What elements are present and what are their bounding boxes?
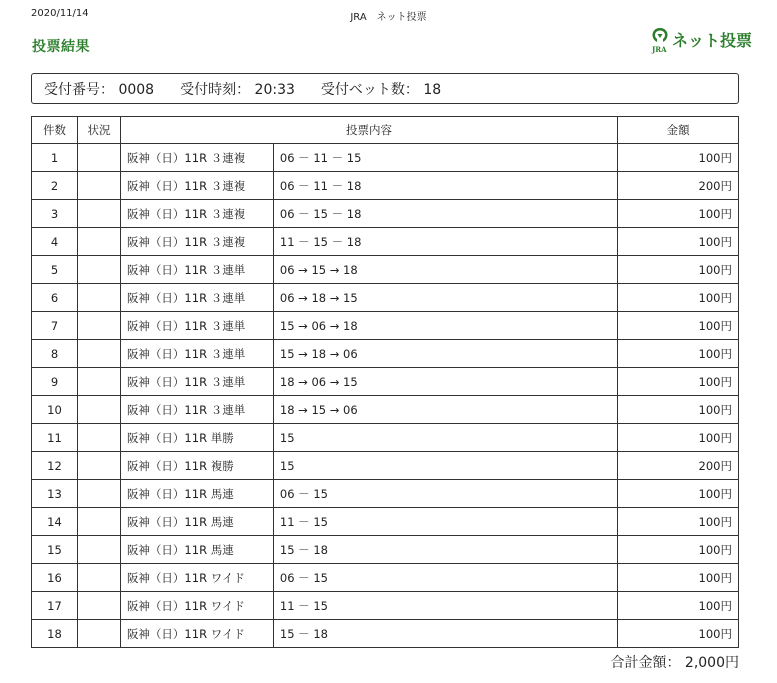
row-number: 15 bbox=[32, 536, 78, 564]
row-number: 8 bbox=[32, 340, 78, 368]
row-status bbox=[77, 144, 120, 172]
row-number: 17 bbox=[32, 592, 78, 620]
row-number: 9 bbox=[32, 368, 78, 396]
table-row bbox=[32, 172, 739, 200]
row-bet-content: 11 － 15 bbox=[273, 592, 617, 620]
row-race: 阪神（日）11R 複勝 bbox=[120, 452, 273, 480]
row-number: 16 bbox=[32, 564, 78, 592]
row-status bbox=[77, 172, 120, 200]
row-amount: 100円 bbox=[618, 536, 739, 564]
row-status bbox=[77, 424, 120, 452]
row-race: 阪神（日）11R ３連単 bbox=[120, 256, 273, 284]
row-race: 阪神（日）11R ワイド bbox=[120, 592, 273, 620]
row-bet-content: 15 → 06 → 18 bbox=[273, 312, 617, 340]
table-row bbox=[32, 592, 739, 620]
row-bet-content: 15 → 18 → 06 bbox=[273, 340, 617, 368]
table-row bbox=[32, 508, 739, 536]
row-number: 13 bbox=[32, 480, 78, 508]
table-row bbox=[32, 200, 739, 228]
row-number: 10 bbox=[32, 396, 78, 424]
row-amount: 100円 bbox=[618, 620, 739, 648]
row-status bbox=[77, 340, 120, 368]
row-amount: 100円 bbox=[618, 508, 739, 536]
row-status bbox=[77, 200, 120, 228]
row-bet-content: 15 bbox=[273, 452, 617, 480]
row-number: 7 bbox=[32, 312, 78, 340]
row-status bbox=[77, 592, 120, 620]
row-bet-content: 11 － 15 bbox=[273, 508, 617, 536]
row-amount: 200円 bbox=[618, 172, 739, 200]
table-row bbox=[32, 368, 739, 396]
row-bet-content: 06 － 11 － 15 bbox=[273, 144, 617, 172]
logo-text: ネット投票 bbox=[672, 31, 753, 50]
row-status bbox=[77, 396, 120, 424]
row-bet-content: 15 － 18 bbox=[273, 620, 617, 648]
row-amount: 100円 bbox=[618, 200, 739, 228]
table-row bbox=[32, 144, 739, 172]
table-header-row bbox=[32, 117, 739, 144]
row-amount: 100円 bbox=[618, 144, 739, 172]
table-row bbox=[32, 228, 739, 256]
horseshoe-logo-icon bbox=[650, 26, 670, 46]
row-race: 阪神（日）11R ３連複 bbox=[120, 144, 273, 172]
row-amount: 100円 bbox=[618, 228, 739, 256]
table-row bbox=[32, 620, 739, 648]
row-race: 阪神（日）11R ワイド bbox=[120, 620, 273, 648]
row-race: 阪神（日）11R 馬連 bbox=[120, 480, 273, 508]
row-amount: 100円 bbox=[618, 368, 739, 396]
header-amount: 金額 bbox=[618, 117, 739, 144]
row-status bbox=[77, 228, 120, 256]
row-status bbox=[77, 256, 120, 284]
header-status: 状況 bbox=[77, 117, 120, 144]
row-number: 12 bbox=[32, 452, 78, 480]
row-amount: 100円 bbox=[618, 564, 739, 592]
row-bet-content: 18 → 06 → 15 bbox=[273, 368, 617, 396]
row-race: 阪神（日）11R ３連単 bbox=[120, 368, 273, 396]
table-row bbox=[32, 340, 739, 368]
row-number: 11 bbox=[32, 424, 78, 452]
row-bet-content: 06 － 15 bbox=[273, 480, 617, 508]
row-bet-content: 06 － 11 － 18 bbox=[273, 172, 617, 200]
total-amount: 合計金額： 2,000円 bbox=[610, 655, 739, 671]
row-race: 阪神（日）11R ３連複 bbox=[120, 200, 273, 228]
bet-results-table bbox=[31, 116, 739, 648]
table-row bbox=[32, 256, 739, 284]
row-amount: 100円 bbox=[618, 396, 739, 424]
site-header: JRA ネット投票 bbox=[350, 12, 427, 23]
table-row bbox=[32, 564, 739, 592]
row-number: 5 bbox=[32, 256, 78, 284]
row-status bbox=[77, 620, 120, 648]
receipt-info-box bbox=[31, 73, 739, 104]
row-number: 1 bbox=[32, 144, 78, 172]
row-amount: 100円 bbox=[618, 284, 739, 312]
row-number: 18 bbox=[32, 620, 78, 648]
row-number: 14 bbox=[32, 508, 78, 536]
row-bet-content: 06 → 18 → 15 bbox=[273, 284, 617, 312]
row-status bbox=[77, 312, 120, 340]
table-row bbox=[32, 424, 739, 452]
row-status bbox=[77, 480, 120, 508]
print-date: 2020/11/14 bbox=[31, 8, 89, 19]
row-race: 阪神（日）11R 単勝 bbox=[120, 424, 273, 452]
row-number: 4 bbox=[32, 228, 78, 256]
row-number: 3 bbox=[32, 200, 78, 228]
row-race: 阪神（日）11R 馬連 bbox=[120, 508, 273, 536]
row-status bbox=[77, 368, 120, 396]
row-race: 阪神（日）11R ワイド bbox=[120, 564, 273, 592]
row-bet-content: 15 － 18 bbox=[273, 536, 617, 564]
row-race: 阪神（日）11R ３連単 bbox=[120, 396, 273, 424]
row-amount: 100円 bbox=[618, 480, 739, 508]
row-amount: 100円 bbox=[618, 592, 739, 620]
receipt-bet-count: 受付ベット数： 18 bbox=[320, 81, 442, 98]
row-status bbox=[77, 564, 120, 592]
row-bet-content: 06 － 15 － 18 bbox=[273, 200, 617, 228]
row-amount: 100円 bbox=[618, 256, 739, 284]
table-row bbox=[32, 480, 739, 508]
row-amount: 100円 bbox=[618, 340, 739, 368]
table-row bbox=[32, 396, 739, 424]
row-status bbox=[77, 536, 120, 564]
bet-rows bbox=[32, 144, 739, 648]
row-status bbox=[77, 452, 120, 480]
row-bet-content: 11 － 15 － 18 bbox=[273, 228, 617, 256]
jra-logo bbox=[650, 26, 753, 54]
table-row bbox=[32, 452, 739, 480]
header-count: 件数 bbox=[32, 117, 78, 144]
row-bet-content: 06 → 15 → 18 bbox=[273, 256, 617, 284]
row-number: 2 bbox=[32, 172, 78, 200]
table-row bbox=[32, 284, 739, 312]
receipt-time: 受付時刻： 20:33 bbox=[180, 81, 295, 98]
row-amount: 200円 bbox=[618, 452, 739, 480]
row-bet-content: 15 bbox=[273, 424, 617, 452]
header-bet-content: 投票内容 bbox=[120, 117, 617, 144]
row-status bbox=[77, 508, 120, 536]
receipt-number: 受付番号： 0008 bbox=[44, 81, 155, 98]
row-race: 阪神（日）11R ３連複 bbox=[120, 228, 273, 256]
row-race: 阪神（日）11R 馬連 bbox=[120, 536, 273, 564]
row-race: 阪神（日）11R ３連複 bbox=[120, 172, 273, 200]
row-number: 6 bbox=[32, 284, 78, 312]
row-amount: 100円 bbox=[618, 424, 739, 452]
row-status bbox=[77, 284, 120, 312]
row-race: 阪神（日）11R ３連単 bbox=[120, 340, 273, 368]
table-row bbox=[32, 536, 739, 564]
page-title: 投票結果 bbox=[32, 39, 90, 55]
row-race: 阪神（日）11R ３連単 bbox=[120, 284, 273, 312]
row-race: 阪神（日）11R ３連単 bbox=[120, 312, 273, 340]
row-amount: 100円 bbox=[618, 312, 739, 340]
row-bet-content: 06 － 15 bbox=[273, 564, 617, 592]
row-bet-content: 18 → 15 → 06 bbox=[273, 396, 617, 424]
table-row bbox=[32, 312, 739, 340]
logo-jra-label: JRA bbox=[652, 45, 667, 54]
